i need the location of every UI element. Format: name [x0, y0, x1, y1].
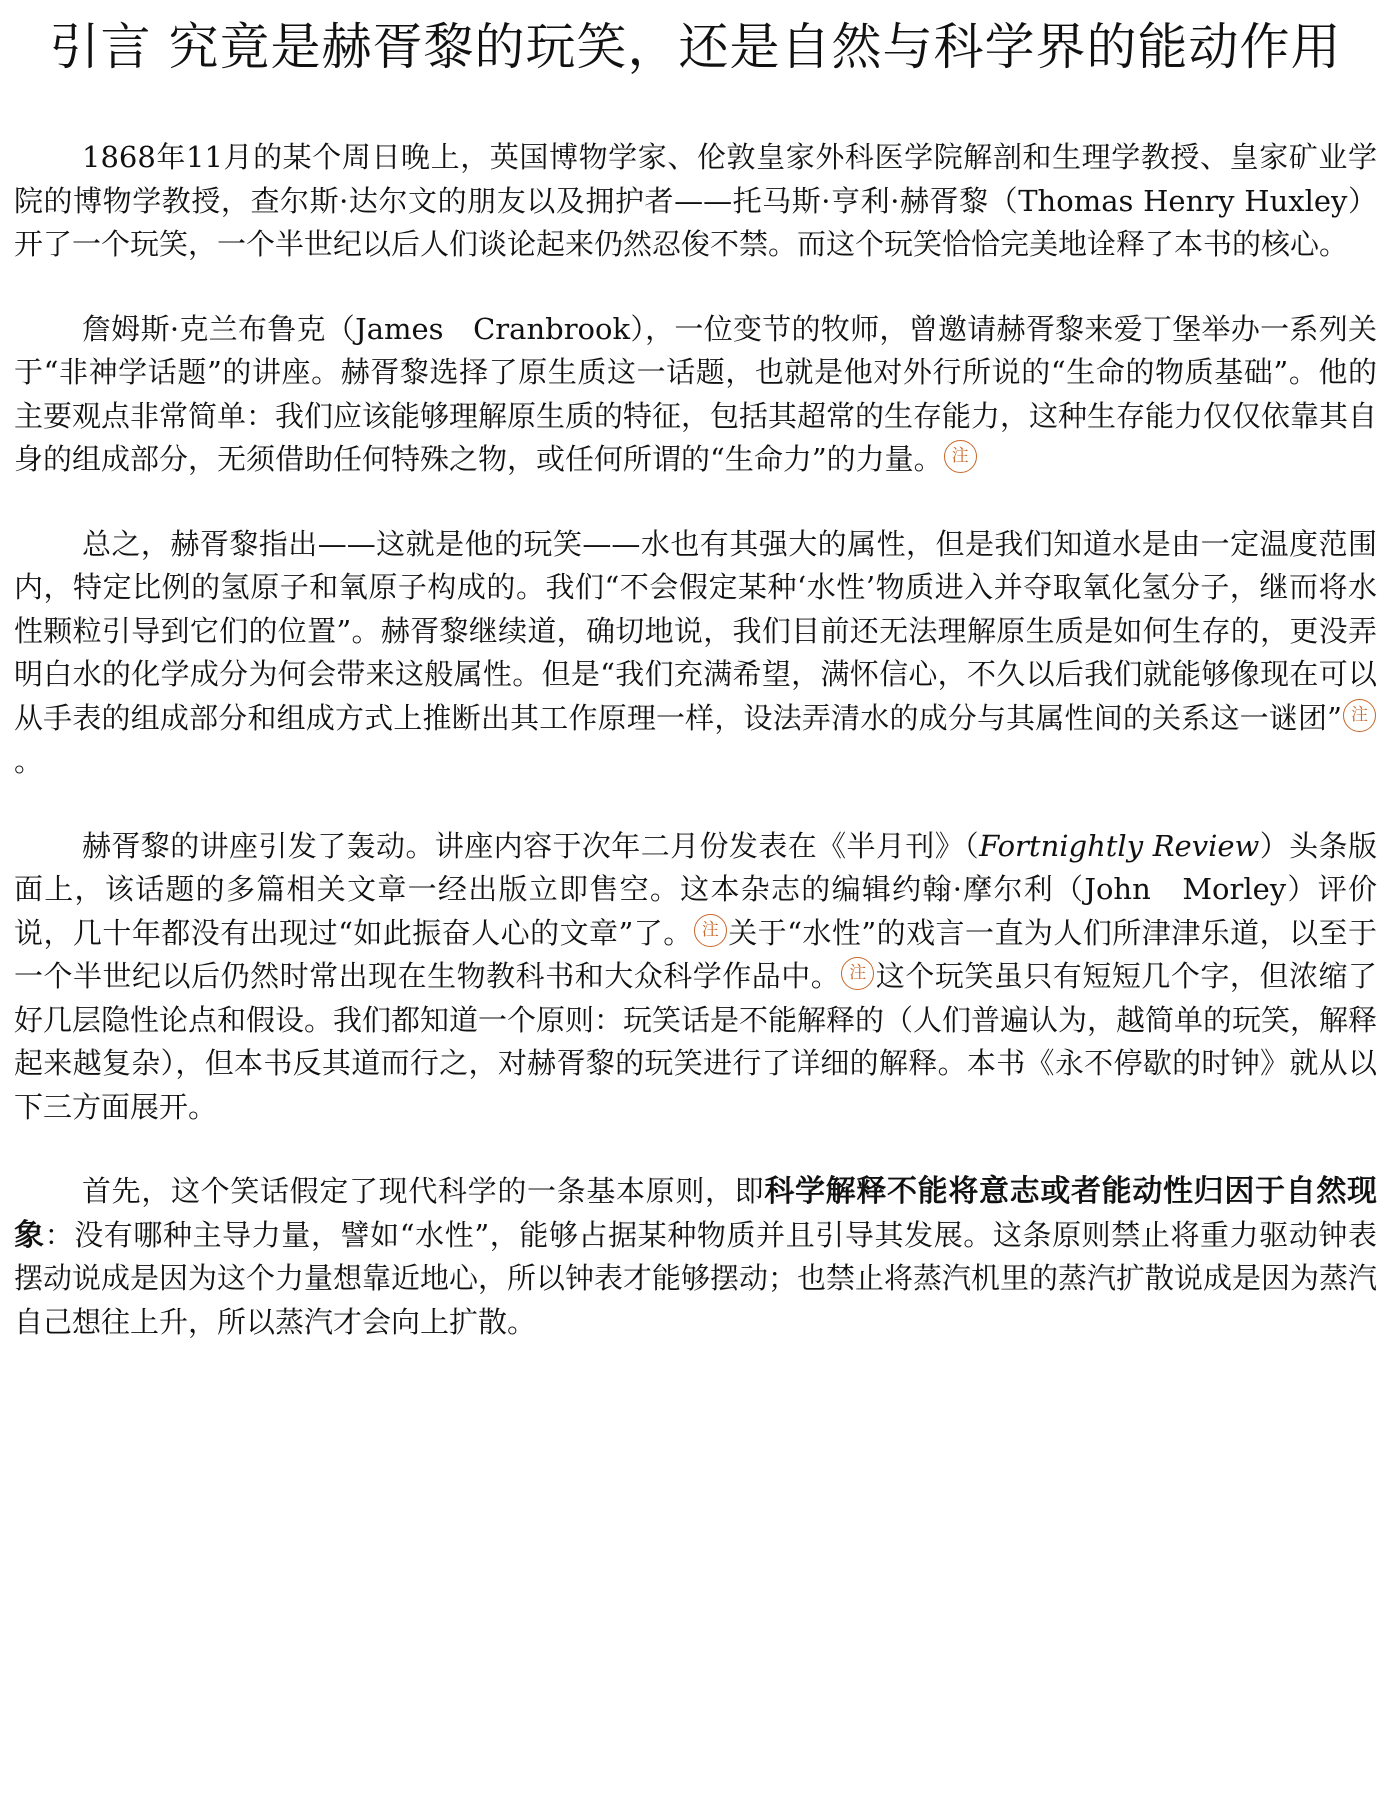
paragraph-1: [14, 136, 1377, 267]
paragraph-5: [14, 1170, 1377, 1344]
paragraph-4-text-d: 这个玩笑虽只有短短几个字，但浓缩了好几层隐性论点和假设。我们都知道一个原则：玩笑话是不能解释的（人们普遍认为，越简单的玩笑，解释起来越复杂），但本书反其道而行之，对赫胥黎的玩笑进行了详细的解释。本书《永不停歇的时钟》就从以下三方面展开。: [14, 959, 1378, 1124]
footnote-marker-icon[interactable]: 注: [841, 957, 874, 990]
footnote-marker-icon[interactable]: 注: [944, 440, 977, 473]
paragraph-4-text-a: 赫胥黎的讲座引发了轰动。讲座内容于次年二月份发表在《半月刊》（: [82, 828, 980, 863]
chapter-title: 引言 究竟是赫胥黎的玩笑，还是自然与科学界的能动作用: [49, 18, 1342, 76]
paragraph-5-text-b: ：没有哪种主导力量，譬如“水性”，能够占据某种物质并且引导其发展。这条原则禁止将重力驱动钟表摆动说成是因为这个力量想靠近地心，所以钟表才能够摆动；也禁止将蒸汽机里的蒸汽扩散说成是因为蒸汽自己想往上升，所以蒸汽才会向上扩散。: [14, 1217, 1378, 1339]
paragraph-3-tail: 。: [14, 744, 44, 778]
paragraph-2: [14, 308, 1377, 482]
body-text: [14, 136, 1377, 1344]
paragraph-4: [14, 825, 1377, 1130]
page: [14, 0, 1377, 1344]
footnote-marker-icon[interactable]: 注: [1343, 699, 1376, 732]
journal-title: Fortnightly Review: [979, 828, 1260, 863]
paragraph-4-text-b: ）头条版面上，该话题的多篇相关文章一经出版立即售空。这本杂志的编辑约翰·摩尔利（John Morley）评价说，几十年都没有出现过“如此振奋人心的文章”了。: [14, 828, 1377, 950]
footnote-marker-icon[interactable]: 注: [694, 914, 727, 947]
key-principle-emphasis: 科学解释不能将意志或者能动性归因于自然现象: [14, 1174, 1377, 1253]
paragraph-3: [14, 523, 1377, 784]
paragraph-4-text-c: 关于“水性”的戏言一直为人们所津津乐道，以至于一个半世纪以后仍然时常出现在生物教科书和大众科学作品中。: [14, 915, 1377, 993]
paragraph-2-text: 詹姆斯·克兰布鲁克（James Cranbrook），一位变节的牧师，曾邀请赫胥黎来爱丁堡举办一系列关于“非神学话题”的讲座。赫胥黎选择了原生质这一话题，也就是他对外行所说的“生命的物质基础”。他的主要观点非常简单：我们应该能够理解原生质的特征，包括其超常的生存能力，这种生存能力仅仅依靠其自身的组成部分，无须借助任何特殊之物，或任何所谓的“生命力”的力量。: [14, 311, 1378, 476]
paragraph-1-text: 1868年11月的某个周日晚上，英国博物学家、伦敦皇家外科医学院解剖和生理学教授、皇家矿业学院的博物学教授，查尔斯·达尔文的朋友以及拥护者——托马斯·亨利·赫胥黎（Thomas Henry Huxley）开了一个玩笑，一个半世纪以后人们谈论起来仍然忍俊不禁。而这个玩笑恰恰完美地诠释了本书的核心。: [14, 140, 1377, 261]
paragraph-3-text: 总之，赫胥黎指出——这就是他的玩笑——水也有其强大的属性，但是我们知道水是由一定温度范围内，特定比例的氢原子和氧原子构成的。我们“不会假定某种‘水性’物质进入并夺取氧化氢分子，继而将水性颗粒引导到它们的位置”。赫胥黎继续道，确切地说，我们目前还无法理解原生质是如何生存的，更没弄明白水的化学成分为何会带来这般属性。但是“我们充满希望，满怀信心，不久以后我们就能够像现在可以从手表的组成部分和组成方式上推断出其工作原理一样，设法弄清水的成分与其属性间的关系这一谜团”: [14, 526, 1377, 735]
paragraph-5-text-a: 首先，这个笑话假定了现代科学的一条基本原则，即: [82, 1174, 765, 1208]
